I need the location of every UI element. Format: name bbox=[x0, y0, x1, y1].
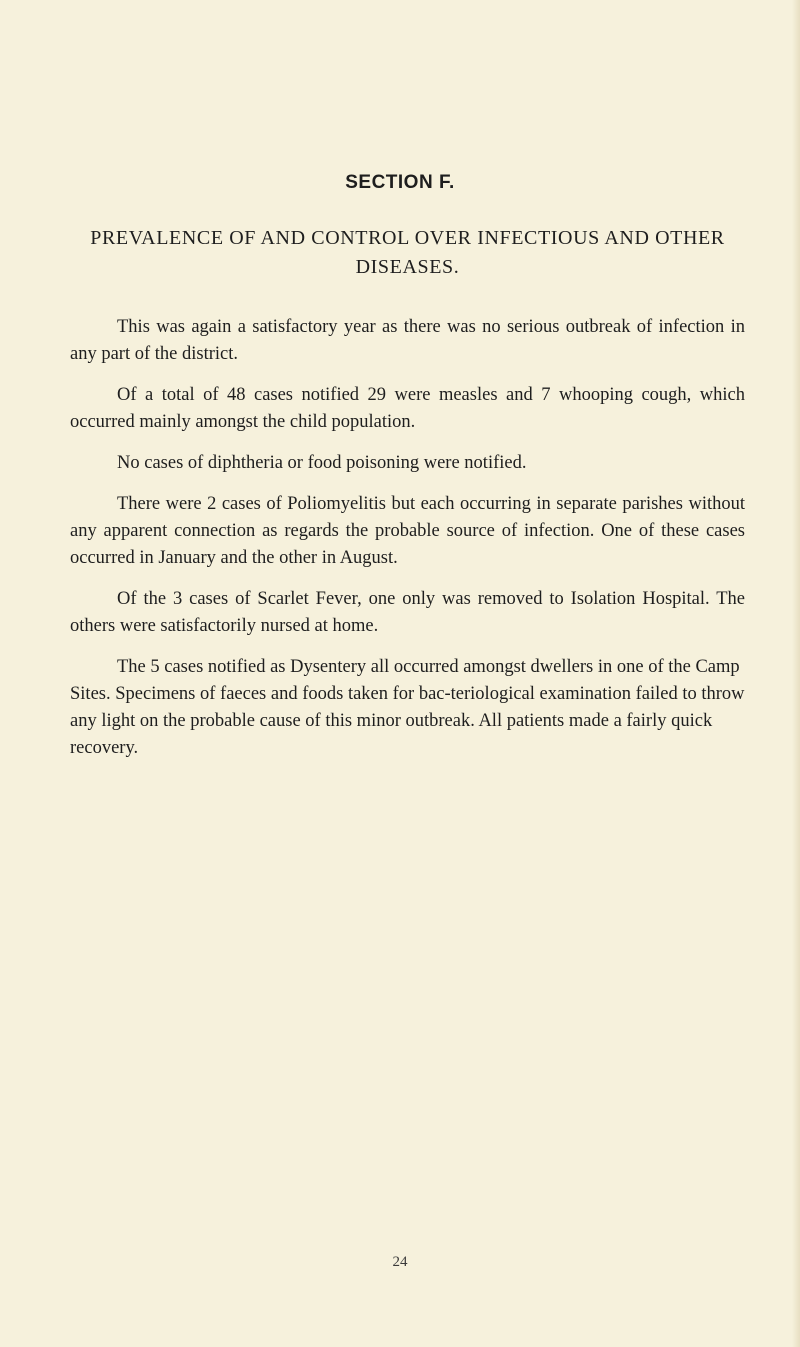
paragraph-diphtheria: No cases of diphtheria or food poisoning were notified. bbox=[117, 453, 527, 473]
paragraph-satisfactory-year: This was again a satisfactory year as there was no serious outbreak of infection in any part of the district. bbox=[70, 317, 745, 364]
paragraph-poliomyelitis: There were 2 cases of Poliomyelitis but each occurring in separate parishes without any apparent connection as regards the probable source of infection. One of these cases occurred in January and the other in August. bbox=[70, 494, 745, 568]
body-text bbox=[70, 314, 745, 776]
page-edge-shadow bbox=[792, 0, 800, 1347]
paragraph-dysentery: The 5 cases notified as Dysentery all occurred amongst dwellers in one of the Camp Sites. Specimens of faeces and foods taken for bac-teriological examination failed to throw any light on the probable cause of this minor outbreak. All patients made a fairly quick recovery. bbox=[70, 657, 745, 758]
paragraph-cases-notified: Of a total of 48 cases notified 29 were measles and 7 whooping cough, which occurred mainly amongst the child population. bbox=[70, 385, 745, 432]
paragraph-scarlet-fever: Of the 3 cases of Scarlet Fever, one only was removed to Isolation Hospital. The others were satisfactorily nursed at home. bbox=[70, 589, 745, 636]
page-number: 24 bbox=[392, 1254, 408, 1270]
section-label: SECTION F. bbox=[345, 172, 455, 193]
section-heading: PREVALENCE OF AND CONTROL OVER INFECTIOUS AND OTHER DISEASES. bbox=[90, 227, 725, 278]
